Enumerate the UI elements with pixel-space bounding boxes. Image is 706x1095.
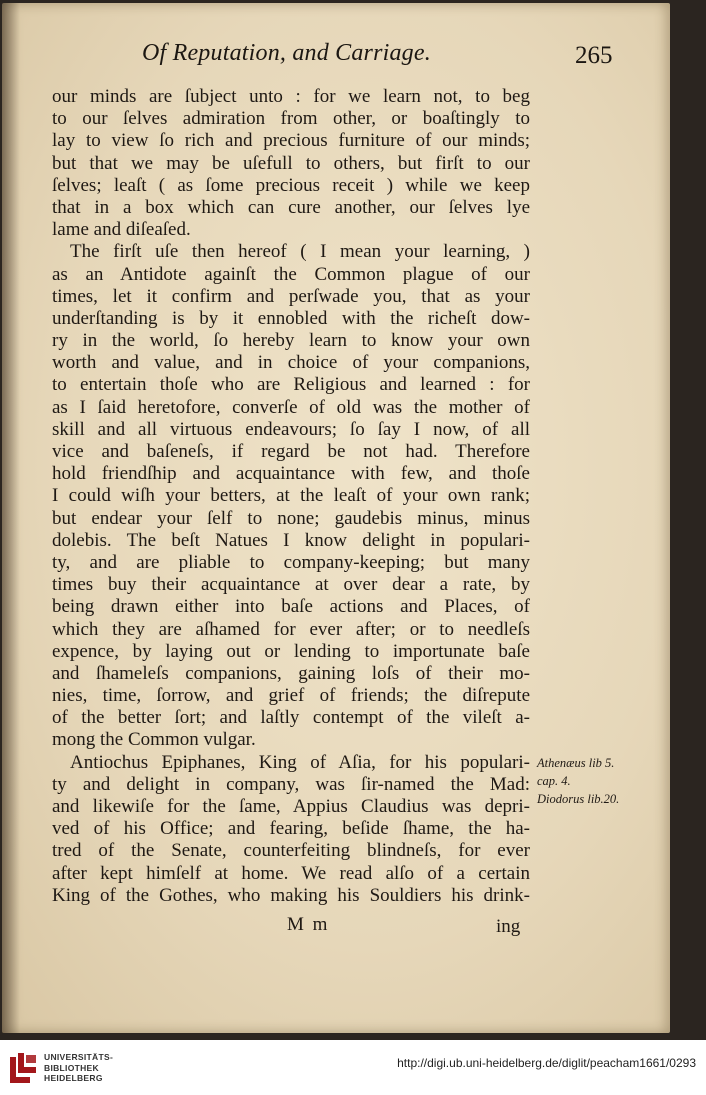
text-line: our minds are ſubject unto : for we learn not, to beg	[52, 86, 530, 107]
text-line: as an Antidote againſt the Common plague of our	[52, 263, 530, 285]
text-line: mong the Common vulgar.	[52, 729, 256, 751]
text-line: King of the Gothes, who making his Souldiers his drink-	[52, 884, 530, 906]
text-line: and likewiſe for the ſame, Appius Claudius was depri-	[52, 796, 530, 817]
text-line: vice and baſeneſs, if regard be not had. Therefore	[52, 441, 530, 462]
text-line: to entertain thoſe who are Religious and learned : for	[52, 374, 530, 396]
signature-mark: M m	[287, 914, 330, 935]
university-library-logo-icon	[8, 1051, 38, 1085]
page-gutter-shadow	[2, 3, 20, 1033]
text-line: and ſhameleſs companions, gaining loſs of their mo-	[52, 662, 530, 684]
text-line: ſelves; leaſt ( as ſome precious receit ) while we keep	[52, 174, 530, 196]
text-line: nies, time, ſorrow, and grief of friends; the diſrepute	[52, 685, 530, 707]
text-line: ry in the world, ſo hereby learn to know your own	[52, 330, 530, 352]
text-line: to our ſelves admiration from other, or boaſtingly to	[52, 108, 530, 130]
library-name-line: UNIVERSITÄTS-	[44, 1052, 114, 1062]
margin-notes	[537, 752, 667, 810]
catchword: ing	[496, 916, 521, 937]
text-line: dolebis. The beſt Natues I know delight in populari-	[52, 529, 530, 551]
text-line: times, let it confirm and perſwade you, that as your	[52, 285, 530, 307]
text-line: tred of the Senate, counterfeiting blindneſs, for ever	[52, 840, 530, 862]
body-text	[52, 86, 530, 907]
text-line: but that we may be uſefull to others, but firſt to our	[52, 152, 530, 174]
text-line: being drawn either into baſe actions and Places, of	[52, 596, 530, 618]
text-line: of the better ſort; and laſtly contempt of the vileſt a-	[52, 707, 530, 729]
text-line: lame and diſeaſed.	[52, 219, 191, 241]
text-line: hold friendſhip and acquaintance with few, and thoſe	[52, 463, 530, 485]
text-line: times buy their acquaintance at over dear a rate, by	[52, 574, 530, 596]
running-head: Of Reputation, and Carriage.	[142, 40, 431, 66]
text-line: ty, and are pliable to company-keeping; but many	[52, 551, 530, 573]
source-url-link[interactable]: http://digi.ub.uni-heidelberg.de/diglit/peacham1661/0293	[397, 1056, 696, 1070]
text-line: lay to view ſo rich and precious furniture of our minds;	[52, 130, 530, 152]
library-name	[44, 1052, 113, 1084]
text-line: ved of his Office; and fearing, beſide ſhame, the ha-	[52, 818, 530, 840]
text-line: worth and value, and in choice of your companions,	[52, 352, 530, 374]
library-name-line: BIBLIOTHEK	[44, 1062, 99, 1073]
text-line: I could wiſh your betters, at the leaſt of your own rank;	[52, 485, 530, 507]
library-name-line: HEIDELBERG	[44, 1073, 103, 1083]
text-line: as I ſaid heretofore, converſe of old was the mother of	[52, 396, 530, 418]
text-line: underſtanding is by it ennobled with the richeſt dow-	[52, 307, 530, 329]
text-line: Antiochus Epiphanes, King of Aſia, for his populari-	[70, 751, 530, 773]
text-line: which they are aſhamed for ever after; or to needleſs	[52, 618, 530, 640]
text-line: ty and delight in company, was ſir-named the Mad:	[52, 773, 530, 795]
margin-note: cap. 4.	[537, 774, 571, 789]
text-line: The firſt uſe then hereof ( I mean your learning, )	[70, 241, 530, 263]
text-line: expence, by laying out or lending to importunate baſe	[52, 640, 530, 662]
margin-note: Diodorus lib.20.	[537, 792, 620, 807]
text-line: after kept himſelf at home. We read alſo of a certain	[52, 862, 530, 884]
page-number: 265	[575, 42, 613, 69]
text-line: that in a box which can cure another, our ſelves lye	[52, 196, 530, 218]
margin-note: Athenæus lib 5.	[537, 756, 615, 770]
text-line: skill and all virtuous endeavours; ſo ſay I now, of all	[52, 418, 530, 440]
text-line: but endear your ſelf to none; gaudebis minus, minus	[52, 507, 530, 529]
